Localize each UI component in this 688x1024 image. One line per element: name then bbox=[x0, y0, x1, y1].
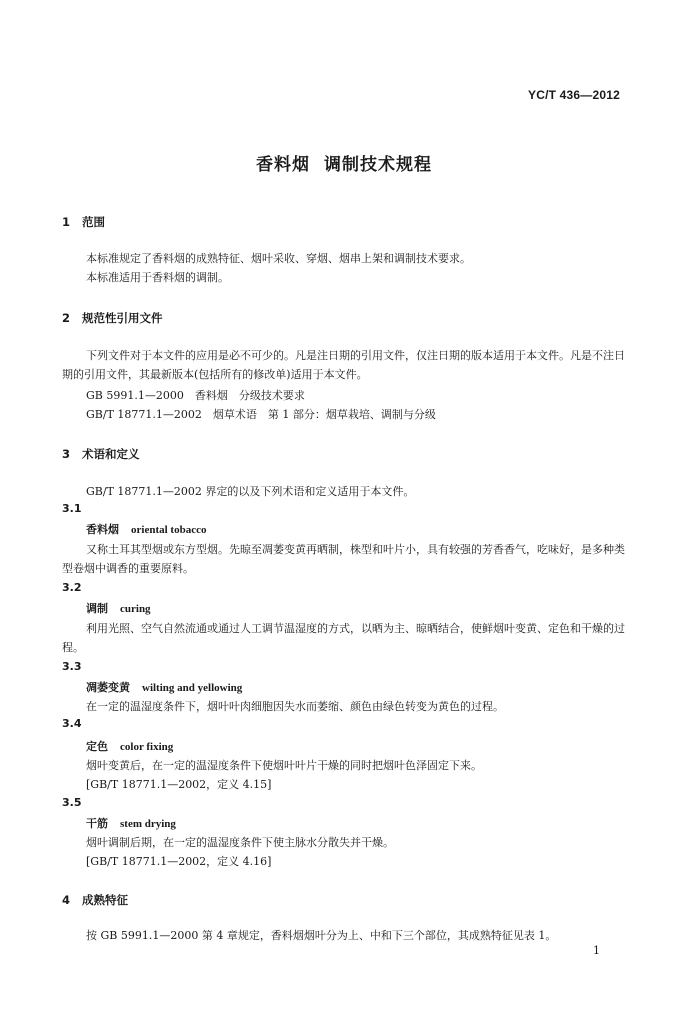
section-4-para-1: 按 GB 5991.1—2000 第 4 章规定，香料烟烟叶分为上、中和下三个部位，其成熟特征见表 1。 bbox=[86, 929, 557, 942]
term-3-4-number: 3.4 bbox=[62, 717, 82, 730]
term-3-3-title: 凋萎变黄 wilting and yellowing bbox=[86, 681, 243, 694]
normative-ref-2: GB/T 18771.1—2002 烟草术语 第 1 部分：烟草栽培、调制与分级 bbox=[86, 408, 436, 421]
section-4-heading: 4 成熟特征 bbox=[62, 893, 128, 907]
title-part-1: 香料烟 bbox=[256, 155, 310, 175]
term-3-1-definition: 又称土耳其型烟或东方型烟。先晾至凋萎变黄再晒制，株型和叶片小，具有较强的芳香香气，吃味好，是多种类型卷烟中调香的重要原料。 bbox=[62, 543, 625, 575]
term-3-1-title: 香料烟 oriental tobacco bbox=[86, 523, 207, 536]
section-3-intro: GB/T 18771.1—2002 界定的以及下列术语和定义适用于本文件。 bbox=[86, 485, 415, 498]
section-2-para-1: 下列文件对于本文件的应用是必不可少的。凡是注日期的引用文件，仅注日期的版本适用于本文件。凡是不注日期的引用文件，其最新版本(包括所有的修改单)适用于本文件。 bbox=[62, 349, 625, 381]
term-3-1-number: 3.1 bbox=[62, 502, 82, 515]
term-3-5-source: [GB/T 18771.1—2002，定义 4.16] bbox=[86, 855, 272, 868]
term-3-5-number: 3.5 bbox=[62, 796, 82, 809]
section-1-para-1: 本标准规定了香料烟的成熟特征、烟叶采收、穿烟、烟串上架和调制技术要求。 bbox=[86, 252, 471, 265]
term-3-2-number: 3.2 bbox=[62, 581, 82, 594]
title-part-2: 调制技术规程 bbox=[324, 155, 432, 175]
term-3-2-title: 调制 curing bbox=[86, 602, 151, 615]
standard-code: YC/T 436—2012 bbox=[528, 88, 620, 102]
term-3-2-definition: 利用光照、空气自然流通或通过人工调节温湿度的方式，以晒为主、晾晒结合，使鲜烟叶变黄、定色和干燥的过程。 bbox=[62, 622, 625, 654]
page-number: 1 bbox=[593, 944, 600, 957]
section-3-heading: 3 术语和定义 bbox=[62, 447, 140, 461]
term-3-3-number: 3.3 bbox=[62, 660, 82, 673]
term-3-3-definition: 在一定的温湿度条件下，烟叶叶肉细胞因失水而萎缩、颜色由绿色转变为黄色的过程。 bbox=[86, 700, 504, 713]
term-3-4-source: [GB/T 18771.1—2002，定义 4.15] bbox=[86, 778, 272, 791]
term-3-5-title: 干筋 stem drying bbox=[86, 817, 176, 830]
term-3-5-definition: 烟叶调制后期，在一定的温湿度条件下使主脉水分散失并干燥。 bbox=[86, 836, 394, 849]
section-2-heading: 2 规范性引用文件 bbox=[62, 311, 163, 325]
term-3-4-title: 定色 color fixing bbox=[86, 740, 174, 753]
section-1-para-2: 本标准适用于香料烟的调制。 bbox=[86, 271, 229, 284]
term-3-4-definition: 烟叶变黄后，在一定的温湿度条件下使烟叶叶片干燥的同时把烟叶色泽固定下来。 bbox=[86, 759, 482, 772]
section-1-heading: 1 范围 bbox=[62, 215, 105, 229]
document-title bbox=[0, 150, 688, 175]
normative-ref-1: GB 5991.1—2000 香料烟 分级技术要求 bbox=[86, 389, 305, 402]
